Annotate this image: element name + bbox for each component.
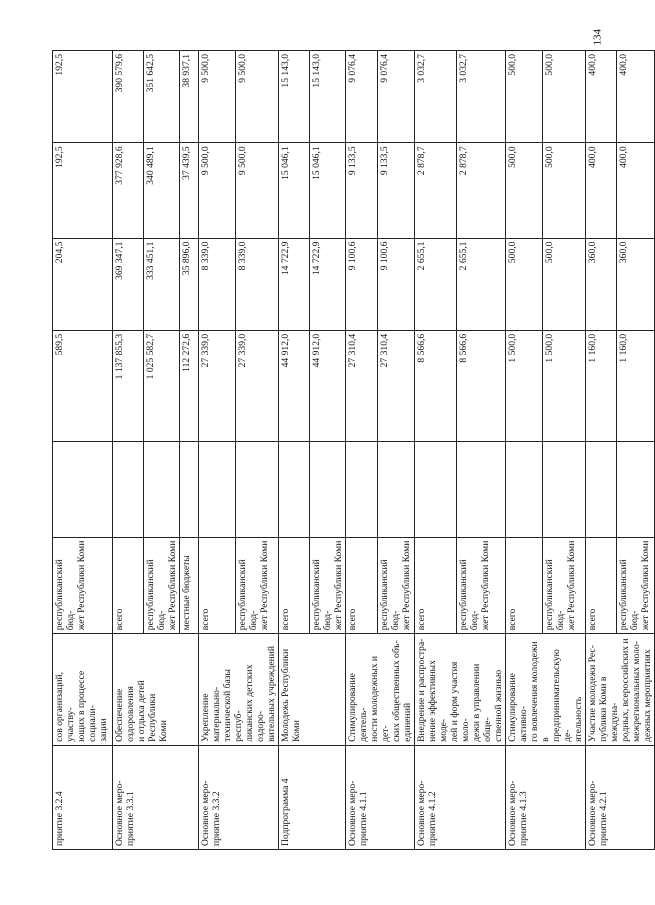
funding-source-cell: республиканский бюд- жет Республики Коми [236,537,279,634]
total-amount-cell: 44 912,0 [279,330,310,442]
year2-amount-cell: 9 500,0 [199,143,236,238]
total-amount-cell: 44 912,0 [310,330,346,442]
year3-amount-cell: 9 500,0 [236,51,279,143]
year3-amount-cell: 400,0 [617,51,655,143]
activity-code-cell: Основное меро- приятие 4.1.1 [346,745,415,849]
year1-amount-cell: 360,0 [617,238,655,330]
year1-amount-cell: 35 896,0 [180,238,199,330]
year3-amount-cell: 3 032,7 [457,51,506,143]
year2-amount-cell: 2 878,7 [415,143,457,238]
funding-source-cell: всего [586,537,617,634]
year1-amount-cell: 14 722,9 [279,238,310,330]
total-amount-cell: 8 566,6 [457,330,506,442]
empty-cell [457,442,506,537]
table-row [53,51,113,850]
total-amount-cell: 589,5 [53,330,113,442]
total-amount-cell: 1 137 855,3 [113,330,144,442]
year3-amount-cell: 15 143,0 [279,51,310,143]
empty-cell [310,442,346,537]
funding-source-cell: республиканский бюд- жет Республики Коми [377,537,414,634]
year1-amount-cell: 8 339,0 [236,238,279,330]
empty-cell [53,442,113,537]
total-amount-cell: 1 025 582,7 [144,330,180,442]
empty-cell [543,442,586,537]
total-amount-cell: 8 566,6 [415,330,457,442]
total-amount-cell: 1 160,0 [586,330,617,442]
year2-amount-cell: 15 046,1 [279,143,310,238]
activity-name-cell: Участие молодежи Рес- публики Коми в междуна- родных, всероссийских и межрегиональных моло- дежных мероприятиях [586,634,655,746]
activity-name-cell: Стимулирование деятель- ности молодежных и дет- ских общественных объ- единений [346,634,415,746]
activity-name-cell: Стимулирование активно- го вовлечения молодежи в предпринимательскую де- ятельность [506,634,586,746]
total-amount-cell: 27 310,4 [346,330,378,442]
total-amount-cell: 27 339,0 [199,330,236,442]
table-row [586,51,617,850]
year3-amount-cell: 500,0 [543,51,586,143]
empty-cell [346,442,378,537]
total-amount-cell: 1 500,0 [543,330,586,442]
year1-amount-cell: 333 451,1 [144,238,180,330]
empty-cell [506,442,543,537]
funding-source-cell: всего [199,537,236,634]
funding-source-cell: республиканский бюд- жет Республики Коми [617,537,655,634]
year3-amount-cell: 390 579,6 [113,51,144,143]
activity-code-cell: Основное меро- приятие 3.3.2 [199,745,279,849]
year1-amount-cell: 500,0 [506,238,543,330]
table-row [415,51,457,850]
funding-source-cell: всего [346,537,378,634]
year1-amount-cell: 369 347,1 [113,238,144,330]
year2-amount-cell: 37 439,5 [180,143,199,238]
activity-code-cell: Основное меро- приятие 3.3.1 [113,745,199,849]
empty-cell [144,442,180,537]
year1-amount-cell: 500,0 [543,238,586,330]
activity-code-cell: Основное меро- приятие 4.2.1 [586,745,655,849]
total-amount-cell: 1 160,0 [617,330,655,442]
funding-source-cell: всего [506,537,543,634]
total-amount-cell: 27 339,0 [236,330,279,442]
funding-source-cell: республиканский бюд- жет Республики Коми [53,537,113,634]
activity-code-cell: Основное меро- приятие 4.1.3 [506,745,586,849]
activity-name-cell: Укрепление материально- технической базы респуб- ликанских детских оздоро- вительных учреждений [199,634,279,746]
rotated-table-container [52,50,653,850]
empty-cell [415,442,457,537]
year1-amount-cell: 9 100,6 [377,238,414,330]
funding-source-cell: местные бюджеты [180,537,199,634]
year3-amount-cell: 351 642,5 [144,51,180,143]
activity-code-cell: приятие 3.2.4 [53,745,113,849]
empty-cell [279,442,310,537]
funding-source-cell: республиканский бюд- жет Республики Коми [543,537,586,634]
empty-cell [586,442,617,537]
year3-amount-cell: 3 032,7 [415,51,457,143]
year1-amount-cell: 2 655,1 [415,238,457,330]
empty-cell [377,442,414,537]
year1-amount-cell: 2 655,1 [457,238,506,330]
activity-name-cell: сов организаций, участву- ющих в процессе социали- зации [53,634,113,746]
year1-amount-cell: 9 100,6 [346,238,378,330]
funding-source-cell: всего [113,537,144,634]
year2-amount-cell: 500,0 [506,143,543,238]
table-row [199,51,236,850]
year3-amount-cell: 9 500,0 [199,51,236,143]
funding-source-cell: республиканский бюд- жет Республики Коми [144,537,180,634]
year2-amount-cell: 15 046,1 [310,143,346,238]
empty-cell [236,442,279,537]
empty-cell [199,442,236,537]
table-row [279,51,310,850]
year1-amount-cell: 14 722,9 [310,238,346,330]
empty-cell [617,442,655,537]
activity-name-cell: Обеспечение оздоровления и отдыха детей Республики Коми [113,634,199,746]
year2-amount-cell: 400,0 [586,143,617,238]
table-row [113,51,144,850]
funding-source-cell: республиканский бюд- жет Республики Коми [310,537,346,634]
year1-amount-cell: 360,0 [586,238,617,330]
page-number: 134 [591,29,604,46]
empty-cell [113,442,144,537]
total-amount-cell: 112 272,6 [180,330,199,442]
year3-amount-cell: 192,5 [53,51,113,143]
table-row [506,51,543,850]
activity-code-cell: Основное меро- приятие 4.1.2 [415,745,506,849]
year2-amount-cell: 192,5 [53,143,113,238]
table-row [346,51,378,850]
activity-name-cell: Молодежь Республики Коми [279,634,346,746]
year1-amount-cell: 204,5 [53,238,113,330]
year2-amount-cell: 377 928,6 [113,143,144,238]
funding-source-cell: всего [279,537,310,634]
empty-cell [180,442,199,537]
year2-amount-cell: 9 133,5 [346,143,378,238]
year3-amount-cell: 9 076,4 [346,51,378,143]
activity-code-cell: Подпрограмма 4 [279,745,346,849]
year2-amount-cell: 2 878,7 [457,143,506,238]
funding-source-cell: республиканский бюд- жет Республики Коми [457,537,506,634]
year2-amount-cell: 400,0 [617,143,655,238]
year1-amount-cell: 8 339,0 [199,238,236,330]
activity-name-cell: Внедрение и распростра- нение эффективных моде- лей и форм участия моло- дежи в управлении обще- ственной жизнью [415,634,506,746]
budget-table [52,50,653,850]
year2-amount-cell: 340 489,1 [144,143,180,238]
year3-amount-cell: 9 076,4 [377,51,414,143]
total-amount-cell: 27 310,4 [377,330,414,442]
year3-amount-cell: 500,0 [506,51,543,143]
year3-amount-cell: 38 937,1 [180,51,199,143]
year2-amount-cell: 500,0 [543,143,586,238]
year2-amount-cell: 9 133,5 [377,143,414,238]
total-amount-cell: 1 500,0 [506,330,543,442]
year2-amount-cell: 9 500,0 [236,143,279,238]
year3-amount-cell: 400,0 [586,51,617,143]
year3-amount-cell: 15 143,0 [310,51,346,143]
funding-source-cell: всего [415,537,457,634]
